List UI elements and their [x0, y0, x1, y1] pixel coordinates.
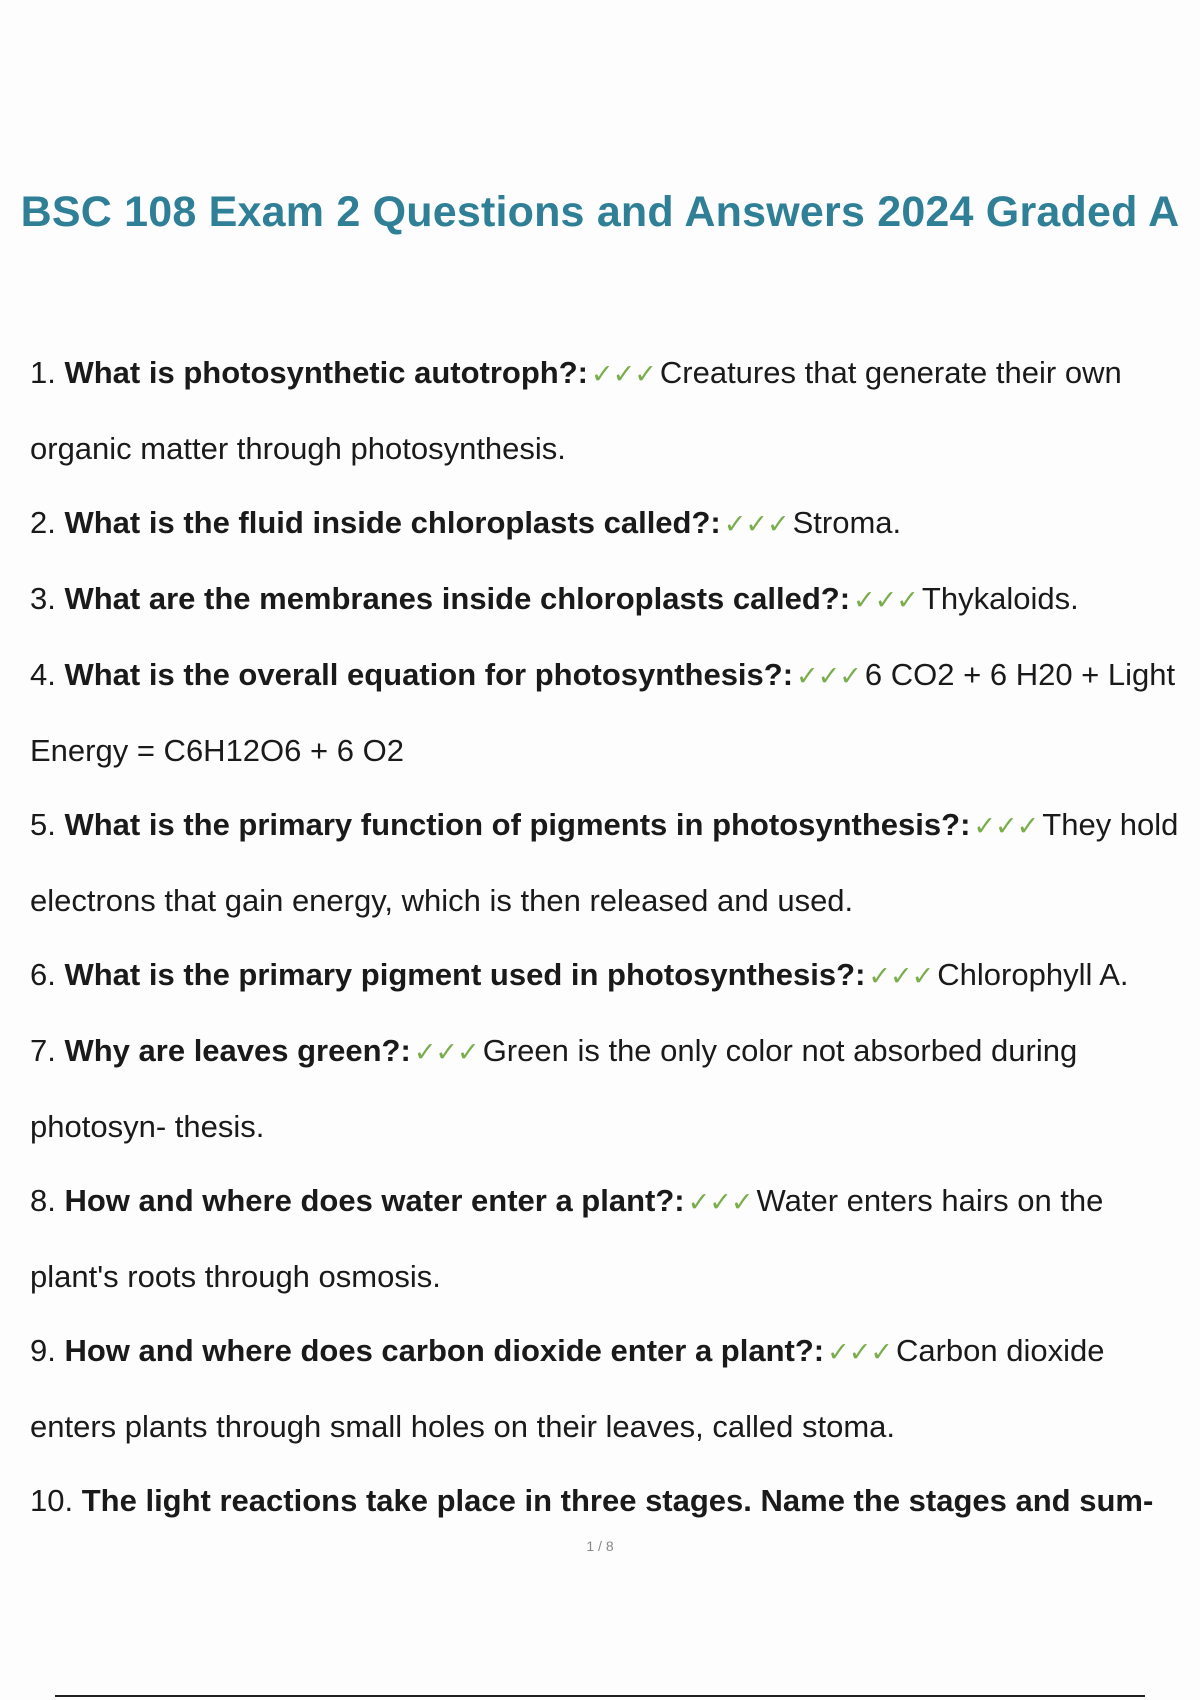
page-number: 1 / 8 — [586, 1538, 614, 1554]
question-item-9 — [30, 1314, 1190, 1464]
document-title: BSC 108 Exam 2 Questions and Answers 2024 Graded A — [20, 188, 1180, 236]
question-item-4 — [30, 638, 1190, 788]
question-number: 1. — [30, 355, 56, 390]
answer-text: Green is the only color not absorbed during photosyn- thesis. — [30, 1033, 1078, 1144]
question-number: 7. — [30, 1033, 56, 1068]
answer-text: Carbon dioxide enters plants through small holes on their leaves, called stoma. — [30, 1333, 1105, 1444]
check-mark-icon: ✓✓✓ — [591, 359, 656, 390]
question-item-1 — [30, 336, 1190, 486]
question-item-3 — [30, 562, 1190, 638]
question-text: What is the fluid inside chloroplasts called?: — [64, 505, 721, 540]
question-item-8 — [30, 1164, 1190, 1314]
question-item-7 — [30, 1014, 1190, 1164]
question-text: The light reactions take place in three stages. Name the stages and sum- — [81, 1483, 1154, 1518]
answer-text: Water enters hairs on the plant's roots through osmosis. — [30, 1183, 1104, 1294]
question-text: What is the primary pigment used in photosynthesis?: — [64, 957, 866, 992]
question-number: 3. — [30, 581, 56, 616]
check-mark-icon: ✓✓✓ — [723, 509, 789, 540]
check-mark-icon: ✓✓✓ — [687, 1187, 753, 1218]
question-item-5 — [30, 788, 1190, 938]
question-number: 4. — [30, 657, 56, 692]
question-text: How and where does carbon dioxide enter a plant?: — [64, 1333, 825, 1368]
page-divider — [55, 1695, 1145, 1697]
question-list — [30, 336, 1190, 1538]
check-mark-icon: ✓✓✓ — [973, 811, 1039, 842]
question-text: What is the overall equation for photosynthesis?: — [64, 657, 794, 692]
question-number: 2. — [30, 505, 56, 540]
question-text: What is photosynthetic autotroph?: — [64, 355, 588, 390]
answer-text: Stroma. — [792, 505, 902, 540]
question-number: 9. — [30, 1333, 56, 1368]
question-number: 6. — [30, 957, 56, 992]
question-item-2 — [30, 486, 1190, 562]
check-mark-icon: ✓✓✓ — [853, 585, 918, 616]
check-mark-icon: ✓✓✓ — [868, 961, 934, 992]
answer-text: Creatures that generate their own organic matter through photosynthesis. — [30, 355, 1122, 466]
question-number: 8. — [30, 1183, 56, 1218]
question-text: What are the membranes inside chloroplasts called?: — [64, 581, 851, 616]
answer-text: 6 CO2 + 6 H20 + Light Energy = C6H12O6 + 6 O2 — [30, 657, 1176, 768]
question-number: 5. — [30, 807, 56, 842]
answer-text: Chlorophyll A. — [937, 957, 1129, 992]
question-item-10 — [30, 1464, 1190, 1538]
question-text: Why are leaves green?: — [64, 1033, 411, 1068]
question-text: How and where does water enter a plant?: — [64, 1183, 685, 1218]
check-mark-icon: ✓✓✓ — [827, 1337, 892, 1368]
answer-text: Thykaloids. — [921, 581, 1079, 616]
check-mark-icon: ✓✓✓ — [413, 1037, 479, 1068]
question-number: 10. — [30, 1483, 74, 1518]
check-mark-icon: ✓✓✓ — [796, 661, 861, 692]
question-item-6 — [30, 938, 1190, 1014]
question-text: What is the primary function of pigments in photosynthesis?: — [64, 807, 971, 842]
answer-text: They hold electrons that gain energy, which is then released and used. — [30, 807, 1179, 918]
